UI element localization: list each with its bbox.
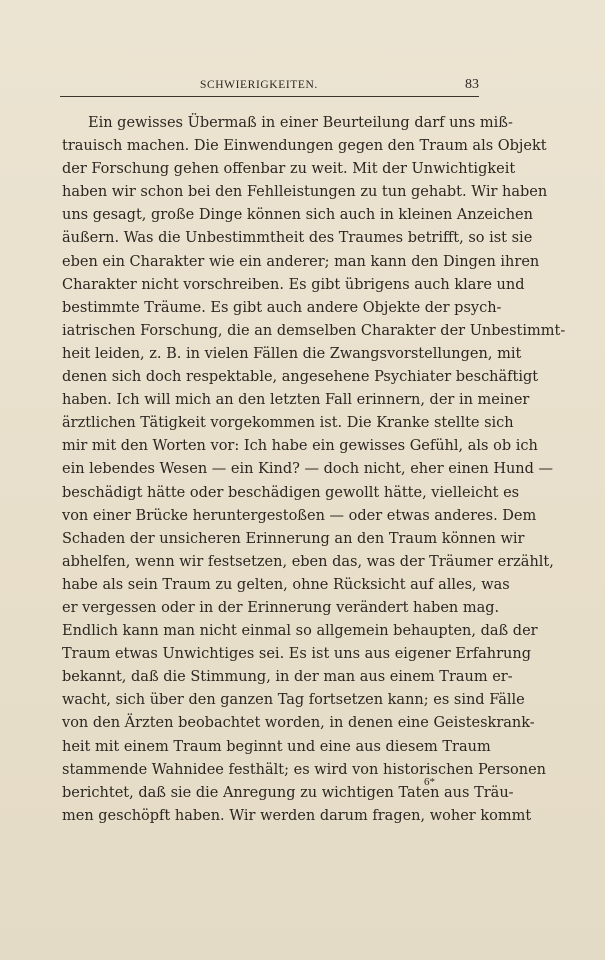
text-line: men geschöpft haben. Wir werden darum fragen, woher kommt (62, 807, 532, 824)
signature-mark: 6* (424, 776, 435, 788)
running-head: SCHWIERIGKEITEN. (200, 79, 318, 91)
text-line: mir mit den Worten vor: Ich habe ein gewisses Gefühl, als ob ich (62, 438, 538, 455)
text-line: bestimmte Träume. Es gibt auch andere Objekte der psych- (62, 299, 502, 316)
text-line: Charakter nicht vorschreiben. Es gibt übrigens auch klare und (62, 276, 525, 293)
text-line: habe als sein Traum zu gelten, ohne Rücksicht auf alles, was (62, 576, 510, 593)
text-line: Endlich kann man nicht einmal so allgemein behaupten, daß der (62, 623, 538, 640)
text-line: abhelfen, wenn wir festsetzen, eben das, was der Träumer erzählt, (62, 553, 554, 570)
text-line: heit leiden, z. B. in vielen Fällen die Zwangsvorstellungen, mit (62, 345, 522, 362)
text-line: heit mit einem Traum beginnt und eine aus diesem Traum (62, 738, 491, 755)
text-line: äußern. Was die Unbestimmtheit des Traumes betrifft, so ist sie (62, 230, 533, 247)
text-line: denen sich doch respektable, angesehene Psychiater beschäftigt (62, 369, 539, 386)
text-line: von den Ärzten beobachtet worden, in denen eine Geisteskrank- (62, 715, 535, 732)
text-line: der Forschung gehen offenbar zu weit. Mit der Unwichtigkeit (62, 161, 516, 178)
text-line: bekannt, daß die Stimmung, in der man aus einem Traum er- (62, 669, 513, 686)
text-line: uns gesagt, große Dinge können sich auch in kleinen Anzeichen (62, 207, 533, 224)
text-line: von einer Brücke heruntergestoßen — oder etwas anderes. Dem (62, 507, 537, 524)
text-line: Schaden der unsicheren Erinnerung an den Traum können wir (62, 530, 525, 547)
text-line: haben wir schon bei den Fehlleistungen zu tun gehabt. Wir haben (62, 184, 548, 201)
text-line: Traum etwas Unwichtiges sei. Es ist uns aus eigener Erfahrung (62, 646, 531, 663)
page-header (60, 78, 479, 97)
text-line: berichtet, daß sie die Anregung zu wichtigen Taten aus Träu- (62, 784, 514, 801)
text-line: wacht, sich über den ganzen Tag fortsetzen kann; es sind Fälle (62, 692, 525, 709)
body-text (62, 112, 566, 828)
text-line: er vergessen oder in der Erinnerung verändert haben mag. (62, 599, 500, 616)
text-line: iatrischen Forschung, die an demselben Charakter der Unbestimmt- (62, 322, 566, 339)
text-line: ein lebendes Wesen — ein Kind? — doch nicht, eher einen Hund — (62, 461, 554, 478)
text-line: haben. Ich will mich an den letzten Fall erinnern, der in meiner (62, 392, 530, 409)
page-number: 83 (465, 77, 479, 92)
text-line: trauisch machen. Die Einwendungen gegen den Traum als Objekt (62, 138, 547, 155)
text-line: beschädigt hätte oder beschädigen gewollt hätte, vielleicht es (62, 484, 520, 501)
text-line: ärztlichen Tätigkeit vorgekommen ist. Die Kranke stellte sich (62, 415, 514, 432)
text-line: stammende Wahnidee festhält; es wird von historischen Personen (62, 761, 547, 778)
text-line: Ein gewisses Übermaß in einer Beurteilung darf uns miß- (88, 115, 513, 131)
text-line: eben ein Charakter wie ein anderer; man kann den Dingen ihren (62, 253, 540, 270)
